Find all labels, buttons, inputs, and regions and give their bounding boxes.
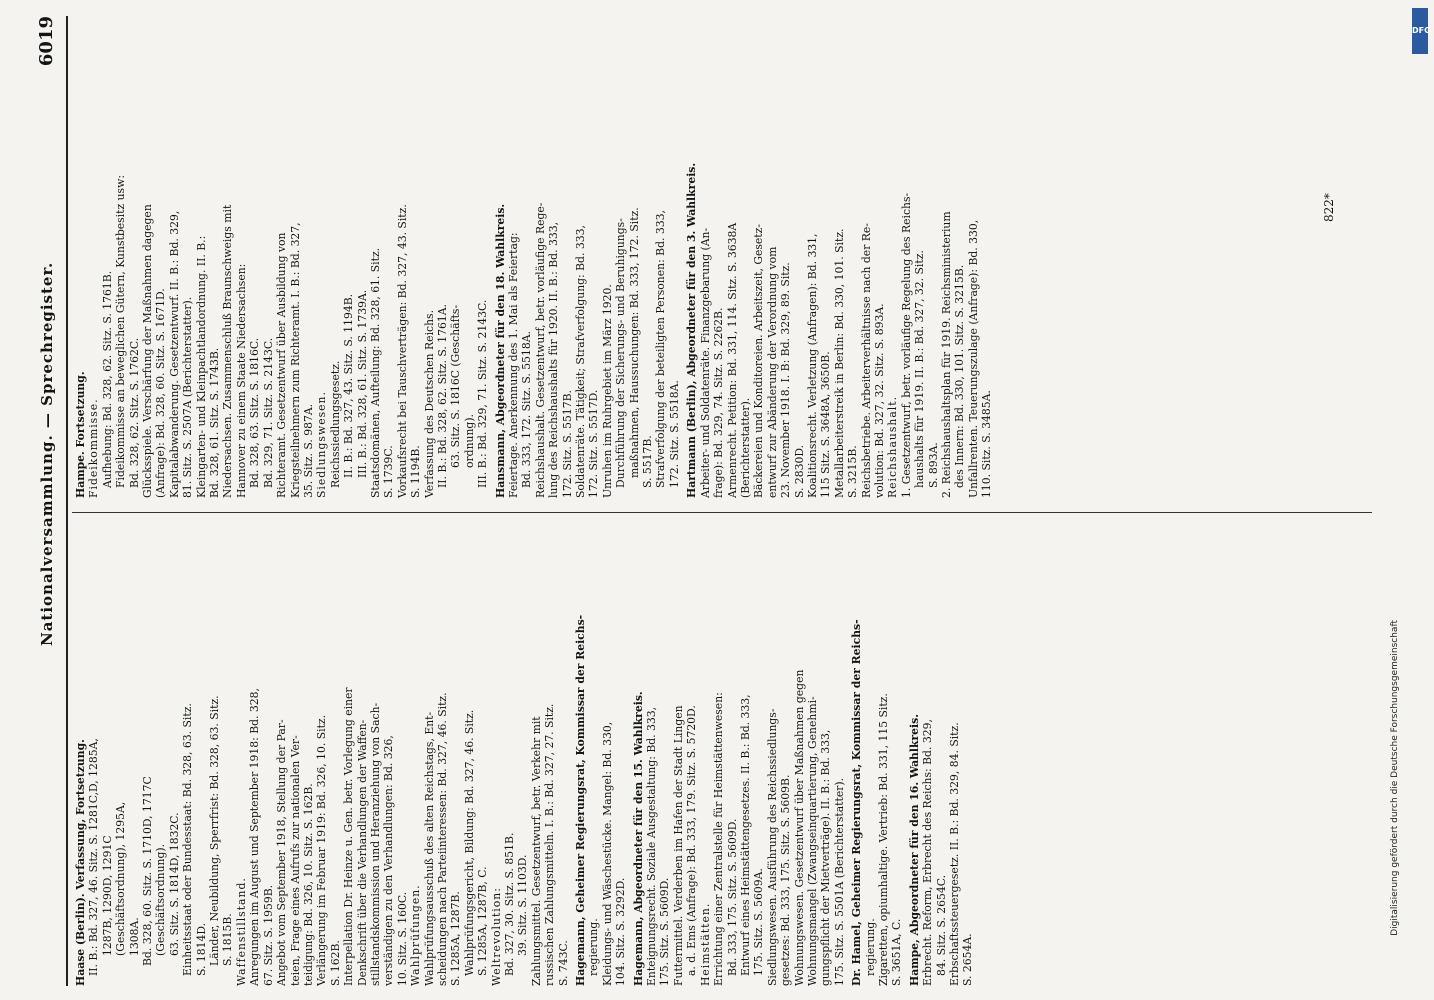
page-number: 6019 bbox=[36, 16, 57, 67]
right-entry-line: Strafverfolgung der beteiligten Personen: Bd. 333, bbox=[654, 210, 668, 488]
left-entry-line: regierung. bbox=[863, 918, 877, 976]
right-entry-line: Durchführung der Sicherungs- und Beruhigungs- bbox=[614, 218, 628, 488]
left-entry-line: Bd. 328, 60. Sitz. S. 1710D, 1717C bbox=[141, 776, 155, 966]
right-entry-line: Feiertage. Anerkennung des 1. Mai als Feiertag: bbox=[507, 232, 520, 498]
left-entry-line: S. 2654A. bbox=[961, 933, 975, 986]
right-entry-line: Staatsdomänen, Aufteilung: Bd. 328, 61. Sitz. bbox=[368, 247, 382, 498]
left-entry-line: (Geschäftsordnung). bbox=[154, 843, 168, 956]
left-entry-line: Kleidungs- und Wäschestücke. Mangel: Bd. 330, bbox=[600, 721, 614, 986]
right-entry-line: Armenrecht. Petition: Bd. 331, 114. Sitz. S. 3638A bbox=[725, 222, 739, 498]
left-entry-line: 84. Sitz. S. 2654C. bbox=[934, 874, 948, 976]
left-entry-line: Interpellation Dr. Heinze u. Gen. betr. Vorlegung einer bbox=[342, 687, 356, 986]
dfg-logo-text: DFG bbox=[1412, 26, 1431, 35]
right-entry-line: Soldatenräte. Tätigkeit; Strafverfolgung: Bd. 333, bbox=[574, 225, 588, 498]
left-entry-line: 104. Sitz. S. 3292D. bbox=[614, 877, 628, 986]
right-entry-line: Bd. 328, 62. Sitz. S. 1762C. bbox=[127, 337, 141, 488]
right-entry-line: Metallarbeiterstreik in Berlin: Bd. 330, 101. Sitz. bbox=[832, 228, 846, 498]
right-entry-heading: Hampe. Fortsetzung. bbox=[74, 371, 87, 498]
left-entry-line: Verlängerung im Februar 1919: Bd. 326, 10. Sitz. bbox=[315, 714, 329, 986]
right-entry-line: S. 3215B. bbox=[846, 445, 860, 498]
left-entry-line: Waffenstillstand. bbox=[234, 877, 248, 986]
left-entry-heading: Hagemann, Geheimer Regierungsrat, Kommissar der Reichs- bbox=[574, 614, 588, 986]
left-entry-line: Futtermittel. Verderben im Hafen der Stadt Lingen bbox=[671, 705, 685, 986]
left-entry-line: gungspflicht der Mietverträge). II. B.: Bd. 333, bbox=[819, 729, 833, 986]
right-entry-line: 81. Sitz. S. 2507A (Berichterstatter). bbox=[181, 296, 195, 498]
right-entry-line: Koalitionsrecht. Verletzung (Anfragen): Bd. 331, bbox=[805, 233, 819, 498]
left-entry-line: S. 743C. bbox=[556, 940, 570, 986]
right-entry-line: III. B.: Bd. 328, 61. Sitz. S. 1739A. bbox=[355, 289, 369, 478]
left-entry-line: scheidungen nach Parteiinteressen: Bd. 327, 46. Sitz. bbox=[435, 692, 449, 986]
left-entry-line: Weltrevolution: bbox=[489, 887, 503, 986]
right-entry-line: Reichsbetriebe. Arbeiterverhältnisse nach der Re- bbox=[859, 223, 873, 498]
right-entry-line: Hannover zu einem Staate Niedersachsen: bbox=[234, 263, 248, 498]
right-entry-line: Arbeiter- und Soldatenräte. Finanzgebarung (An- bbox=[698, 227, 712, 498]
left-entry-line: Zahlungsmittel. Gesetzentwurf, betr. Verkehr mit bbox=[529, 716, 543, 986]
left-entry-line: Erbrecht. Reform, Erbrecht des Reichs: Bd. 329, bbox=[921, 719, 935, 986]
left-entry-line: Erbschaftssteuergesetz. II. B.: Bd. 329, 84. Sitz. bbox=[948, 722, 961, 986]
left-entry-line: teidigung: Bd. 326, 10. Sitz. S. 162B. bbox=[301, 783, 315, 986]
left-entry-line: 1287B, 1290D, 1291C bbox=[100, 835, 114, 956]
left-entry-line: Siedlungswesen. Ausführung des Reichssiedlungs- bbox=[765, 708, 779, 986]
right-entry-line: Vorkaufsrecht bei Tauschverträgen: Bd. 327, 43. Sitz. bbox=[395, 204, 409, 498]
left-entry-line: Wohnungswesen. Gesetzentwurf über Maßnahmen gegen bbox=[792, 669, 806, 986]
right-entry-line: Bd. 328, 63. Sitz. S. 1816C. bbox=[248, 337, 262, 488]
left-entry-line: gesetzes: Bd. 333, 175. Sitz. S. 5609B. bbox=[779, 774, 793, 986]
left-entry-line: Zigaretten, opiumhaltige. Vertrieb: Bd. 331, 115 Sitz. bbox=[876, 693, 890, 986]
right-entry-line: maßnahmen, Haussuchungen: Bd. 333, 172. Sitz. bbox=[627, 207, 641, 478]
right-entry-line: Unruhen im Ruhrgebiet im März 1920. bbox=[600, 284, 614, 498]
right-entry-line: 172. Sitz. S. 5517B. bbox=[560, 390, 574, 498]
left-entry-heading: Haase (Berlin). Verfassung, Fortsetzung. bbox=[74, 739, 87, 986]
left-entry-line: II. B.: Bd. 327, 46. Sitz. S. 1281C,D, 1285A, bbox=[87, 738, 101, 976]
right-entry-line: Reichshaushalt. bbox=[886, 395, 900, 498]
left-entry-line: S. 1285A, 1287B, C. bbox=[476, 866, 490, 976]
right-entry-line: 35. Sitz. S. 987A. bbox=[301, 403, 315, 498]
dfg-logo bbox=[1412, 8, 1431, 54]
page-header bbox=[36, 16, 60, 986]
column-divider bbox=[72, 512, 1372, 513]
left-entry-line: Wahlprüfungen. bbox=[409, 884, 423, 986]
left-entry-line: regierung. bbox=[587, 918, 601, 976]
left-entry-line: Heimstätten. bbox=[698, 902, 712, 986]
left-entry-line: Denkschrift über die Verhandlungen der Waffen- bbox=[355, 719, 369, 986]
right-entry-heading: Hartmann (Berlin), Abgeordneter für den 3. Wahlkreis. bbox=[685, 162, 699, 498]
right-entry-line: 172. Sitz. S. 5517D. bbox=[587, 389, 601, 498]
right-entry-line: Unfallrenten. Teuerungszulage (Anfrage): Bd. 330, bbox=[966, 219, 980, 498]
right-entry-line: Fideikommisse an beweglichen Gütern, Kunstbesitz usw: bbox=[114, 175, 128, 488]
left-entry-line: 63. Sitz. S. 1814D, 1832C. bbox=[167, 812, 181, 956]
right-entry-line: II. B.: Bd. 328, 62. Sitz. S. 1761A. bbox=[435, 304, 449, 488]
right-entry-line: 110. Sitz. S. 3485A. bbox=[980, 390, 994, 498]
left-entry-line: Angebot vom September 1918, Stellung der Par- bbox=[275, 719, 289, 986]
left-entry-line: russischen Zahlungsmitteln. I. B.: Bd. 327, 27. Sitz. bbox=[543, 703, 557, 986]
left-column bbox=[74, 522, 1374, 986]
right-entry-line: S. 1739C. bbox=[382, 445, 396, 498]
left-entry-line: Einheitsstaat oder Bundesstaat: Bd. 328, 63. Sitz. bbox=[181, 703, 195, 976]
left-entry-line: 39. Sitz. S. 1103D. bbox=[516, 854, 530, 956]
header-rule bbox=[66, 16, 68, 986]
left-entry-line: a. d. Ems (Anfrage): Bd. 333, 179. Sitz. S. 5720D. bbox=[685, 705, 699, 976]
left-entry-line: S. 1285A, 1287B. bbox=[449, 891, 463, 986]
right-entry-line: 23. November 1918. I. B: Bd. 329, 89. Sitz. bbox=[779, 262, 793, 498]
left-entry-line: Enteignungsrecht. Soziale Ausgestaltung: Bd. 333, bbox=[645, 706, 659, 986]
right-entry-line: Siedlungswesen. bbox=[315, 391, 329, 498]
left-entry-line: 175. Sitz. S. 5609A. bbox=[752, 868, 766, 976]
left-entry-line: 67. Sitz. S. 1959B. bbox=[261, 884, 275, 986]
right-entry-line: (Anfrage): Bd. 328, 60. Sitz. S. 1671D. bbox=[154, 288, 168, 498]
left-entry-line: verständigen zu den Verhandlungen: Bd. 326, bbox=[382, 735, 396, 986]
left-entry-line: S. 3651A, C. bbox=[890, 918, 904, 986]
right-entry-line: Kleingarten- und Kleinpachtlandordnung. II. B.: bbox=[194, 235, 208, 498]
right-entry-line: II. B.: Bd. 327, 43. Sitz. S. 1194B. bbox=[342, 293, 356, 478]
right-entry-line: frage): Bd. 329, 74. Sitz. S. 2262B. bbox=[712, 307, 726, 498]
left-entry-line: S. 1815B. bbox=[221, 913, 235, 966]
right-entry-line: ordnung). bbox=[462, 414, 476, 468]
footer-mark: 822* bbox=[1322, 193, 1336, 222]
left-entry-heading: Hagemann, Abgeordneter für den 15. Wahlkreis. bbox=[631, 691, 645, 986]
right-entry-line: Verfassung des Deutschen Reichs. bbox=[422, 310, 436, 498]
left-entry-line: 175. Sitz. S. 5501A (Berichterstatter). bbox=[832, 777, 846, 986]
right-entry-line: Reichssiedlungsgesetz. bbox=[328, 360, 342, 488]
left-entry-line: 1308A. bbox=[127, 917, 141, 956]
right-entry-line: S. 5517B. bbox=[641, 435, 655, 488]
right-entry-line: Aufhebung: Bd. 328, 62. Sitz. S. 1761B. bbox=[100, 270, 114, 488]
left-entry-line: Bd. 327, 30. Sitz. S. 851B. bbox=[503, 832, 516, 976]
left-entry-line: teien, Frage eines Aufrufs zur nationalen Ver- bbox=[288, 735, 302, 986]
right-entry-line: Kriegsteilnehmern zum Richteramt. I. B.: Bd. 327, bbox=[288, 222, 302, 498]
right-entry-line: 63. Sitz. S. 1816C (Geschäfts- bbox=[449, 304, 463, 468]
credit-text: Digitalisierung gefördert durch die Deutsche Forschungsgemeinschaft bbox=[1390, 620, 1400, 936]
right-entry-line: Fideikommisse. bbox=[87, 398, 101, 498]
header-title: Nationalversammlung. — Sprechregister. bbox=[38, 261, 56, 646]
right-entry-line: Niedersachsen. Zusammenschluß Braunschweigs mit bbox=[221, 204, 235, 498]
right-entry-line: 2. Reichshaushaltsplan für 1919. Reichsministerium bbox=[940, 211, 953, 498]
left-entry-line: Wahlprüfungsgericht, Bildung: Bd. 327, 46. Sitz. bbox=[462, 709, 476, 976]
left-entry-line: 175. Sitz. S. 5609D. bbox=[658, 877, 672, 986]
right-entry-line: Kapitalabwanderung. Gesetzentwurf. II. B.: Bd. 329, bbox=[167, 210, 181, 498]
left-entry-heading: Dr. Hamel, Geheimer Regierungsrat, Kommissar der Reichs- bbox=[850, 619, 864, 986]
right-entry-line: volution: Bd. 327, 32. Sitz. S. 893A. bbox=[872, 303, 886, 498]
left-entry-line: (Geschäftsordnung), 1295A, bbox=[114, 801, 128, 956]
right-entry-line: S. 1194B. bbox=[409, 445, 423, 498]
left-entry-heading: Hampe, Abgeordneter für den 16. Wahlkreis. bbox=[907, 714, 921, 986]
right-entry-line: S. 893A. bbox=[926, 442, 940, 488]
right-entry-line: Reichshaushalt. Gesetzentwurf, betr. vorläufige Rege- bbox=[533, 202, 547, 498]
left-entry-line: Wahlprüfungsausschuß des alten Reichstags, Ent- bbox=[422, 711, 436, 986]
right-entry-line: Richteramt. Gesetzentwurf über Ausbildung von bbox=[275, 232, 289, 498]
right-entry-line: des Innern: Bd. 330, 101. Sitz. S. 3215B. bbox=[953, 264, 967, 488]
right-entry-line: 115 Sitz. S. 3648A, 3650B. bbox=[819, 351, 833, 498]
left-entry-line: S. 162B. bbox=[328, 940, 342, 986]
right-entry-line: Bd. 328, 61. Sitz. S. 1743B. bbox=[208, 347, 222, 498]
right-entry-line: S. 2830D. bbox=[792, 444, 806, 498]
digitization-credit bbox=[1390, 620, 1400, 936]
right-entry-line: Glücksspiele. Verschärfung der Maßnahmen dagegen bbox=[141, 204, 155, 498]
right-entry-line: entwurf zur Abänderung der Verordnung vom bbox=[765, 246, 779, 498]
left-entry-line: Anregungen im August und September 1918: Bd. 328, bbox=[248, 688, 262, 986]
left-entry-line: Errichtung einer Zentralstelle für Heimstättenwesen: bbox=[712, 692, 726, 986]
right-entry-line: 1. Gesetzentwurf, betr. vorläufige Regelung des Reichs- bbox=[899, 192, 913, 498]
right-entry-line: Bd. 333, 172. Sitz. S. 5518A. bbox=[520, 331, 534, 488]
left-entry-line: stillstandskommission und Heranziehung von Sach- bbox=[368, 702, 382, 986]
left-entry-line: S. 1814D. bbox=[194, 922, 208, 976]
right-entry-line: lung des Reichshaushalts für 1920. II. B.: Bd. 333, bbox=[547, 222, 561, 498]
right-entry-line: III. B.: Bd. 329, 71. Sitz. S. 2143C. bbox=[476, 299, 490, 488]
left-entry-line: Bd. 333, 175. Sitz. S. 5609D. bbox=[725, 818, 739, 976]
right-entry-line: Bd. 329, 71. Sitz. S. 2143C. bbox=[261, 337, 275, 488]
left-entry-line: Entwurf eines Heimstättengesetzes. II. B.: Bd. 333, bbox=[738, 694, 752, 976]
left-entry-line: 10. Sitz. S. 160C. bbox=[395, 891, 409, 986]
right-entry-line: haushalts für 1919. II. B.: Bd. 327, 32. Sitz. bbox=[913, 250, 927, 488]
right-entry-line: (Berichterstatter). bbox=[738, 397, 752, 498]
right-column bbox=[74, 34, 1374, 498]
right-entry-heading: Hansmann, Abgeordneter für den 18. Wahlkreis. bbox=[493, 203, 507, 498]
left-entry-line: Wohnungsmangel (Zwangseinquartierung, Genehmi- bbox=[805, 696, 819, 986]
left-entry-line: Länder, Neubildung, Sperrfrist: Bd. 328, 63. Sitz. bbox=[208, 695, 222, 966]
right-entry-line: Bäckereien und Konditoreien. Arbeitszeit, Gesetz- bbox=[752, 224, 766, 498]
right-entry-line: 172. Sitz. S. 5518A. bbox=[667, 380, 681, 488]
